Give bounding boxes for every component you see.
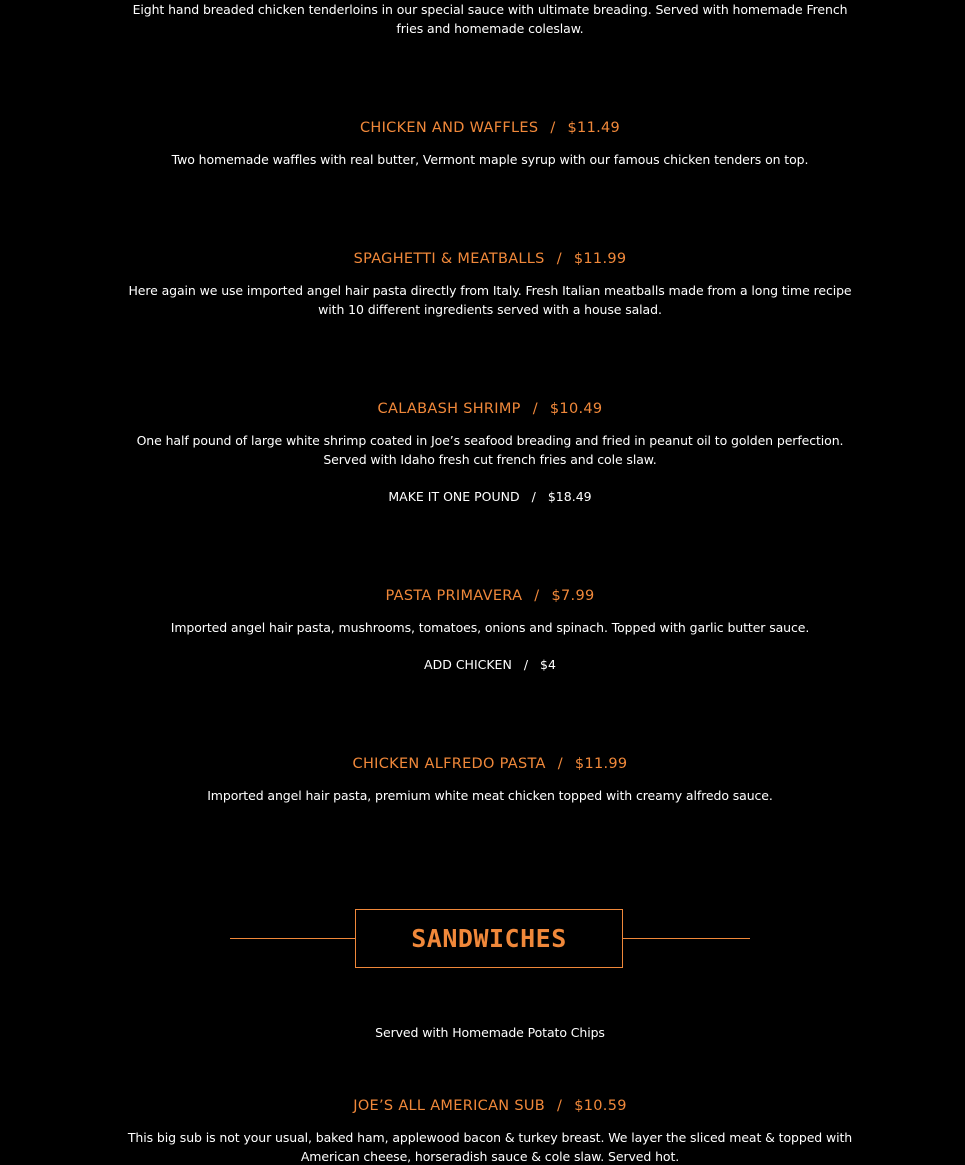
option-price: $4 — [540, 657, 556, 672]
item-name: JOE’S ALL AMERICAN SUB — [353, 1098, 546, 1114]
menu-item-option — [0, 488, 965, 506]
section-divider-right — [622, 938, 750, 939]
item-name: CHICKEN ALFREDO PASTA — [352, 756, 546, 772]
price-separator: / — [523, 657, 529, 672]
option-price: $18.49 — [547, 489, 592, 504]
description-line: Eight hand breaded chicken tenderloins in our special sauce with ultimate breading. Served with homemade French — [132, 2, 848, 17]
description-line: Imported angel hair pasta, mushrooms, tomatoes, onions and spinach. Topped with garlic butter sauce. — [170, 620, 810, 635]
section-divider-left — [230, 938, 356, 939]
description-line: Served with Idaho fresh cut french fries and cole slaw. — [323, 452, 657, 467]
price-separator: / — [557, 756, 563, 772]
option-label: ADD CHICKEN — [424, 657, 512, 672]
item-price: $11.99 — [573, 251, 627, 267]
description-line: This big sub is not your usual, baked ham, applewood bacon & turkey breast. We layer the sliced meat & topped with — [127, 1130, 853, 1145]
menu-item-title — [0, 1096, 965, 1116]
section-note-text: Served with Homemade Potato Chips — [375, 1025, 605, 1040]
description-line: One half pound of large white shrimp coated in Joe’s seafood breading and fried in peanut oil to golden perfection. — [136, 433, 844, 448]
item-name: CALABASH SHRIMP — [377, 401, 521, 417]
description-line: Imported angel hair pasta, premium white meat chicken topped with creamy alfredo sauce. — [207, 788, 773, 803]
menu-item-description — [0, 150, 965, 169]
menu-item-description — [0, 281, 965, 319]
menu-item-title — [0, 754, 965, 774]
description-line: Here again we use imported angel hair pasta directly from Italy. Fresh Italian meatballs made from a long time recipe — [128, 283, 852, 298]
item-name: CHICKEN AND WAFFLES — [359, 120, 539, 136]
item-price: $10.59 — [574, 1098, 627, 1114]
menu-item-description — [0, 0, 965, 38]
section-note — [0, 1023, 965, 1042]
menu-item-description — [0, 1128, 965, 1165]
description-line: American cheese, horseradish sauce & cole slaw. Served hot. — [300, 1149, 680, 1164]
menu-item-title — [0, 586, 965, 606]
menu-item-description — [0, 786, 965, 805]
item-name: SPAGHETTI & MEATBALLS — [353, 251, 545, 267]
price-separator: / — [557, 1098, 563, 1114]
option-label: MAKE IT ONE POUND — [388, 489, 520, 504]
item-price: $10.49 — [549, 401, 603, 417]
menu-item-description — [0, 618, 965, 637]
menu-item-title — [0, 118, 965, 138]
menu-item-title — [0, 249, 965, 269]
price-separator: / — [532, 401, 538, 417]
menu-item-description — [0, 431, 965, 469]
price-separator: / — [531, 489, 536, 504]
item-name: PASTA PRIMAVERA — [385, 588, 523, 604]
section-heading-box — [355, 909, 623, 968]
menu-item-title — [0, 399, 965, 419]
item-price: $11.49 — [567, 120, 621, 136]
description-line: with 10 different ingredients served with a house salad. — [318, 302, 662, 317]
section-heading: SANDWICHES — [411, 924, 567, 953]
menu-item-option — [0, 656, 965, 674]
description-line: fries and homemade coleslaw. — [396, 21, 584, 36]
price-separator: / — [550, 120, 556, 136]
description-line: Two homemade waffles with real butter, Vermont maple syrup with our famous chicken tenders on top. — [171, 152, 809, 167]
item-price: $7.99 — [551, 588, 595, 604]
price-separator: / — [556, 251, 562, 267]
item-price: $11.99 — [574, 756, 628, 772]
price-separator: / — [534, 588, 540, 604]
